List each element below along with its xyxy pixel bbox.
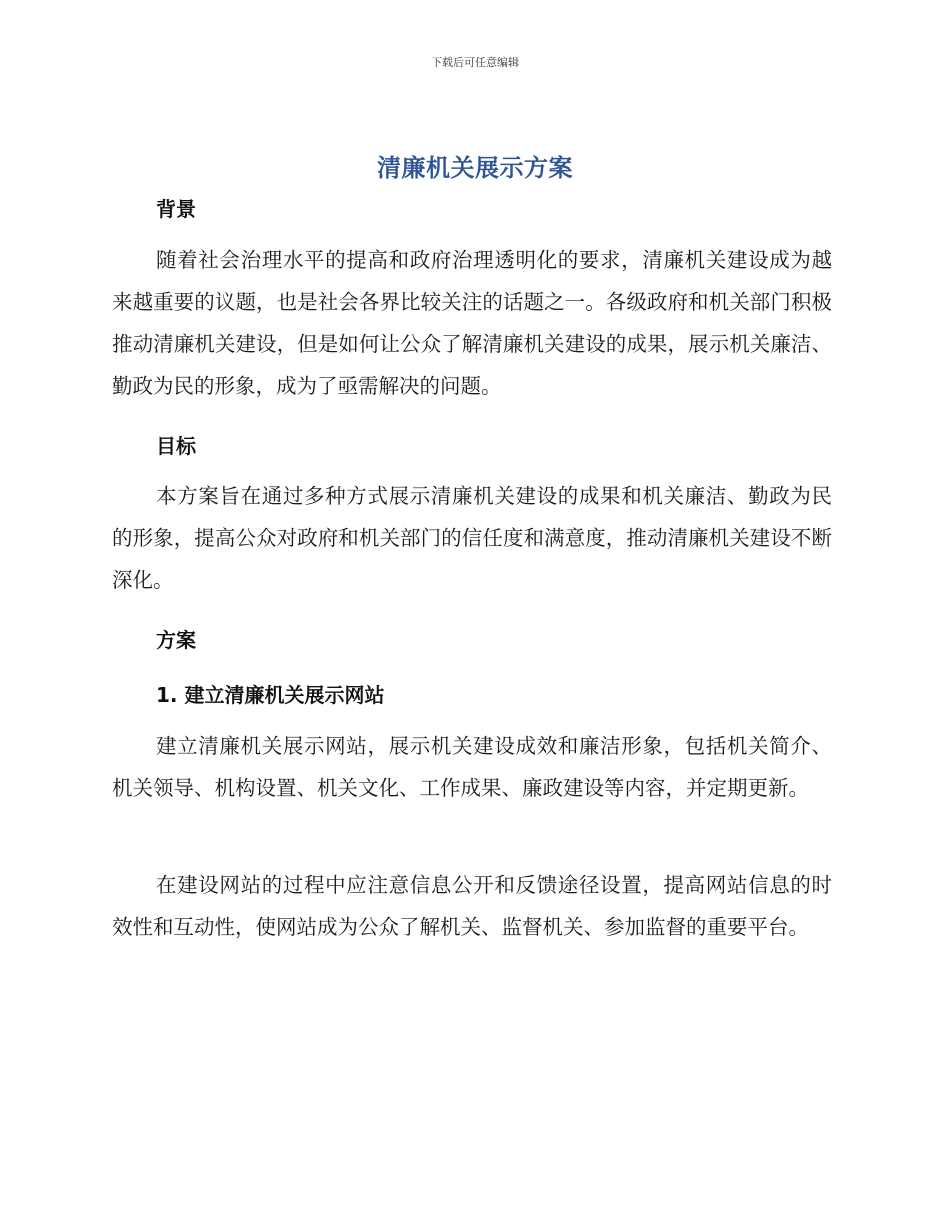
header-note: 下载后可任意编辑 [431, 56, 519, 69]
paragraph-plan-item-1-a: 建立清廉机关展示网站，展示机关建设成效和廉洁形象，包括机关简介、机关领导、机构设置、机关文化、工作成果、廉政建设等内容，并定期更新。 [112, 734, 832, 800]
plan-item-1-heading: 1. 建立清廉机关展示网站 [156, 683, 385, 707]
section-heading-plan: 方案 [156, 628, 196, 652]
section-heading-background: 背景 [156, 197, 196, 221]
paragraph-plan-item-1-b: 在建设网站的过程中应注意信息公开和反馈途径设置，提高网站信息的时效性和互动性，使网站成为公众了解机关、监督机关、参加监督的重要平台。 [112, 873, 832, 939]
document-title: 清廉机关展示方案 [377, 154, 573, 182]
paragraph-goal: 本方案旨在通过多种方式展示清廉机关建设的成果和机关廉洁、勤政为民的形象，提高公众对政府和机关部门的信任度和满意度，推动清廉机关建设不断深化。 [112, 484, 832, 592]
paragraph-background: 随着社会治理水平的提高和政府治理透明化的要求，清廉机关建设成为越来越重要的议题，也是社会各界比较关注的话题之一。各级政府和机关部门积极推动清廉机关建设，但是如何让公众了解清廉机关建设的成果，展示机关廉洁、勤政为民的形象，成为了亟需解决的问题。 [112, 248, 832, 398]
section-heading-goal: 目标 [156, 434, 196, 458]
